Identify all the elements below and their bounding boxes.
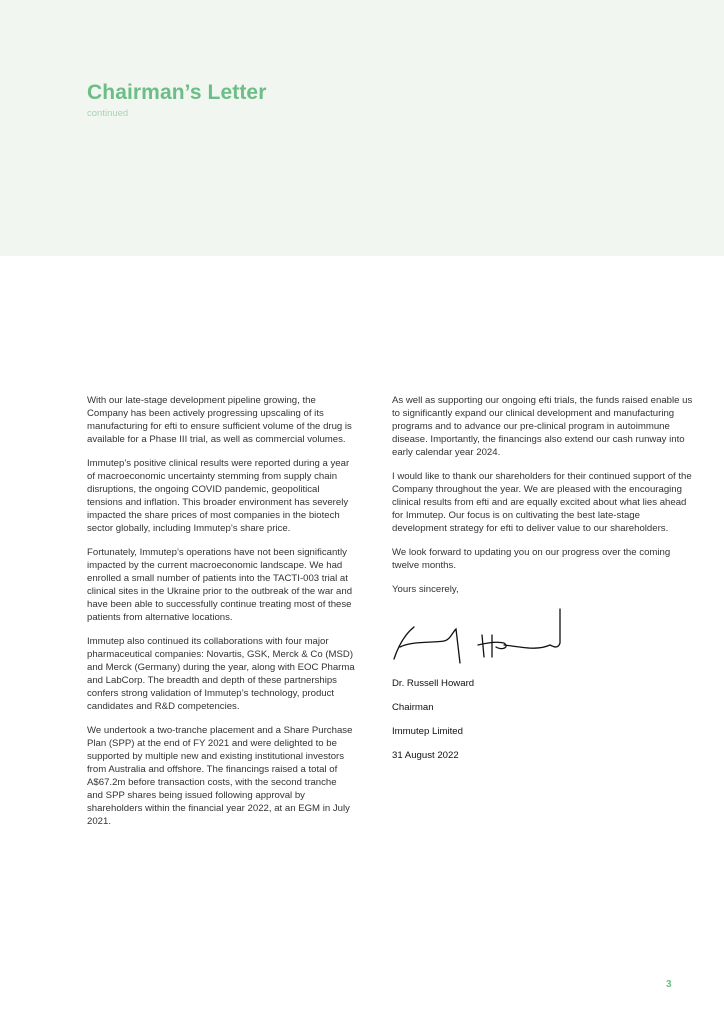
paragraph: We undertook a two-tranche placement and a Share Purchase Plan (SPP) at the end of FY 2021 and were delighted to be supported by multiple new and existing institutional investors from Australia and offshore. The financings raised a total of A$67.2m before transaction costs, with the second tranche and SPP shares being issued following approval by shareholders within the financial year 2022, at an EGM in July 2021. bbox=[87, 725, 353, 827]
page-subtitle: continued bbox=[87, 108, 129, 119]
paragraph: We look forward to updating you on our progress over the coming twelve months. bbox=[392, 547, 671, 571]
paragraph: Yours sincerely, bbox=[392, 584, 459, 595]
paragraph: Fortunately, Immutep’s operations have not been significantly impacted by the current macroeconomic landscape. We had enrolled a small number of patients into the TACTI-003 trial at clinical sites in the Ukraine prior to the outbreak of the war and have been able to successfully continue treating most of these patients from alternative locations. bbox=[87, 547, 353, 623]
right-column bbox=[392, 394, 697, 773]
left-column bbox=[87, 394, 355, 839]
paragraph: With our late-stage development pipeline growing, the Company has been actively progressing upscaling of its manufacturing for efti to ensure sufficient volume of the drug is available for a Phase III trial, as well as commercial volumes. bbox=[87, 395, 352, 445]
company-name: Immutep Limited bbox=[392, 726, 463, 737]
header-band bbox=[0, 0, 724, 256]
letter-date: 31 August 2022 bbox=[392, 750, 459, 761]
page-title: Chairman’s Letter bbox=[87, 81, 267, 104]
paragraph: Immutep’s positive clinical results were reported during a year of macroeconomic uncertainty stemming from supply chain disruptions, the ongoing COVID pandemic, geopolitical tensions and inflation. This broader environment has severely impacted the share prices of most companies in the biotech sector globally, including Immutep’s share price. bbox=[87, 458, 350, 534]
signature-image bbox=[392, 607, 572, 669]
page-number: 3 bbox=[666, 979, 672, 990]
signatory-role: Chairman bbox=[392, 702, 434, 713]
paragraph: Immutep also continued its collaborations with four major pharmaceutical companies: Novartis, GSK, Merck & Co (MSD) and Merck (Germany) during the year, along with EOC Pharma and LabCorp. The breadth and depth of these partnerships confers strong validation of Immutep’s technology, product candidates and R&D competencies. bbox=[87, 636, 355, 712]
paragraph: As well as supporting our ongoing efti trials, the funds raised enable us to significantly expand our clinical development and manufacturing programs and to advance our pre-clinical program in autoimmune disease. Importantly, the financings also extend our cash runway into early calendar year 2024. bbox=[392, 395, 693, 458]
paragraph: I would like to thank our shareholders for their continued support of the Company throughout the year. We are pleased with the encouraging clinical results from efti and are equally excited about what lies ahead for Immutep. Our focus is on cultivating the best late-stage development strategy for efti to deliver value to our shareholders. bbox=[392, 471, 692, 534]
signatory-name: Dr. Russell Howard bbox=[392, 678, 475, 689]
